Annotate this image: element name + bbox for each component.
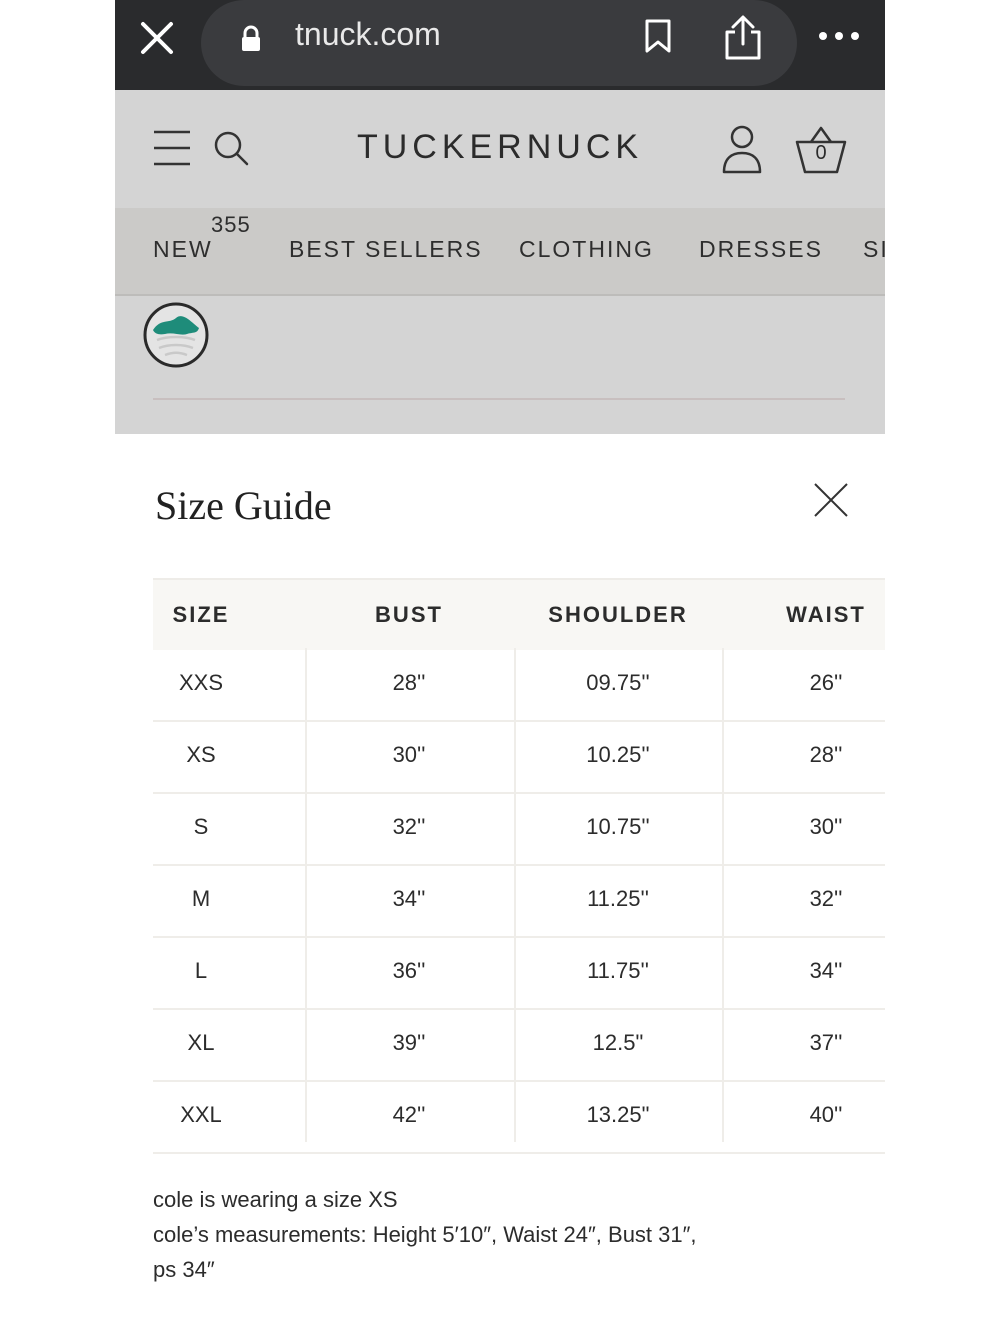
column-header-shoulder: SHOULDER <box>548 602 688 627</box>
cell-size: XXS <box>178 670 224 695</box>
table-row <box>153 1010 885 1082</box>
share-icon[interactable] <box>721 14 765 60</box>
nav-item-best-sellers[interactable]: BEST SELLERS <box>289 236 483 262</box>
cell-shoulder: 10.75'' <box>586 814 650 839</box>
cell-waist: 30'' <box>809 814 843 839</box>
nav-item-partial[interactable]: SI <box>863 236 889 262</box>
cell-waist: 40'' <box>809 1102 843 1127</box>
column-header-size: SIZE <box>172 602 230 627</box>
table-row <box>153 1082 885 1154</box>
cell-waist: 28'' <box>809 742 843 767</box>
phone-screen <box>115 0 889 1333</box>
close-icon[interactable] <box>813 482 849 518</box>
size-guide-title: Size Guide <box>155 483 332 528</box>
cell-shoulder: 10.25'' <box>586 742 650 767</box>
table-row <box>153 722 885 794</box>
column-divider <box>305 648 307 1142</box>
nav-item-clothing[interactable]: CLOTHING <box>519 236 654 262</box>
cell-size: L <box>194 958 208 983</box>
cell-waist: 37'' <box>809 1030 843 1055</box>
divider <box>153 398 845 400</box>
column-header-waist: WAIST <box>786 602 866 627</box>
url-text: tnuck.com <box>295 16 441 52</box>
cell-shoulder: 13.25" <box>586 1102 650 1127</box>
cell-bust: 42'' <box>392 1102 426 1127</box>
column-header-bust: BUST <box>375 602 443 627</box>
bookmark-icon[interactable] <box>643 18 673 54</box>
cell-shoulder: 12.5" <box>592 1030 644 1055</box>
nav-new-badge: 355 <box>211 212 251 237</box>
cell-shoulder: 09.75'' <box>586 670 650 695</box>
category-nav <box>115 208 889 296</box>
nav-item-dresses[interactable]: DRESSES <box>699 236 823 262</box>
browser-toolbar <box>115 0 885 90</box>
size-table <box>153 578 885 1154</box>
cell-size: XL <box>187 1030 215 1055</box>
table-row <box>153 866 885 938</box>
close-icon[interactable] <box>139 20 175 56</box>
cell-bust: 30'' <box>392 742 426 767</box>
cell-bust: 32'' <box>392 814 426 839</box>
cell-shoulder: 11.25'' <box>587 886 649 911</box>
cell-bust: 28'' <box>392 670 426 695</box>
cell-bust: 39'' <box>392 1030 426 1055</box>
cell-waist: 32'' <box>809 886 843 911</box>
lock-icon <box>241 26 261 52</box>
cell-shoulder: 11.75'' <box>587 958 649 983</box>
model-measurements-note: cole’s measurements: Height 5′10″, Waist 24″, Bust 31″, <box>153 1222 697 1247</box>
table-header <box>153 578 885 650</box>
promo-badge-icon[interactable] <box>143 302 209 368</box>
bag-count: 0 <box>815 142 827 164</box>
cell-size: M <box>191 886 211 911</box>
user-icon[interactable] <box>721 124 763 174</box>
column-divider <box>722 648 724 1142</box>
table-row <box>153 794 885 866</box>
cell-waist: 34'' <box>809 958 843 983</box>
brand-logo[interactable]: TUCKERNUCK <box>356 128 644 166</box>
more-icon[interactable] <box>815 28 863 44</box>
cell-bust: 36'' <box>392 958 426 983</box>
site-header <box>115 90 885 208</box>
cell-waist: 26'' <box>809 670 843 695</box>
cell-size: XXL <box>180 1102 222 1127</box>
cell-size: S <box>193 814 209 839</box>
model-size-note: cole is wearing a size XS <box>153 1187 398 1212</box>
model-measurements-note-cont: ps 34″ <box>153 1257 215 1282</box>
column-divider <box>514 648 516 1142</box>
table-row <box>153 650 885 722</box>
cell-bust: 34'' <box>392 886 426 911</box>
nav-item-new[interactable]: NEW <box>153 236 213 262</box>
cell-size: XS <box>186 742 216 767</box>
page-overlay[interactable] <box>115 296 885 434</box>
table-row <box>153 938 885 1010</box>
address-bar[interactable] <box>201 0 797 86</box>
